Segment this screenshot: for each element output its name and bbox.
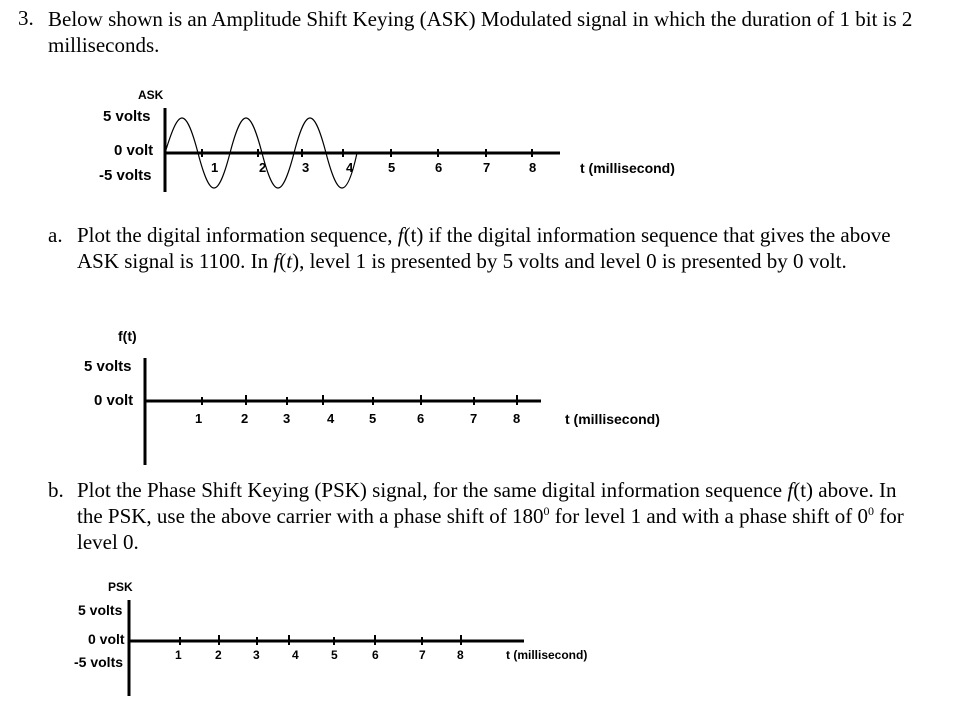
- psk-x-unit: t (millisecond): [506, 648, 588, 662]
- part-a-text: Plot the digital information sequence, f(t) if the digital information sequence that gives the above ASK signal is 1100. In f(t), level 1 is presented by 5 volts and level 0 is presented by 0 volt.: [77, 223, 891, 273]
- psk-tick-4: 4: [292, 648, 299, 662]
- ask-y-label-0v: 0 volt: [114, 142, 154, 159]
- ask-tick-1: 1: [211, 160, 219, 175]
- ft-tick-8: 8: [513, 411, 521, 426]
- ask-tick-7: 7: [483, 160, 491, 175]
- psk-tick-2: 2: [215, 648, 222, 662]
- ask-y-label-neg5v: -5 volts: [99, 167, 152, 184]
- ft-x-unit: t (millisecond): [565, 411, 660, 427]
- psk-tick-5: 5: [331, 648, 338, 662]
- ask-tick-2: 2: [259, 160, 267, 175]
- psk-y-label-5v: 5 volts: [78, 602, 123, 618]
- part-b-label: b.: [48, 478, 64, 502]
- part-b-text: Plot the Phase Shift Keying (PSK) signal, for the same digital information sequence f(t) above. In the PSK, use the above carrier with a phase shift of $180^0$ for level 1 and with a phase shift of $0^0$ for level 0.: [77, 478, 904, 554]
- ask-y-label-5v: 5 volts: [103, 108, 151, 125]
- ask-title: ASK: [138, 88, 164, 102]
- ask-tick-8: 8: [529, 160, 537, 175]
- ask-x-unit: t (millisecond): [580, 160, 675, 176]
- ft-tick-3: 3: [283, 411, 291, 426]
- question-text: Below shown is an Amplitude Shift Keying (ASK) Modulated signal in which the duration of 1 bit is 2 milliseconds.: [48, 7, 913, 57]
- psk-tick-6: 6: [372, 648, 379, 662]
- ft-tick-6: 6: [417, 411, 425, 426]
- ft-tick-2: 2: [241, 411, 249, 426]
- ft-title: f(t): [118, 328, 137, 344]
- ft-y-label-0v: 0 volt: [94, 392, 134, 409]
- question-number: 3.: [18, 6, 34, 30]
- ft-tick-1: 1: [195, 411, 203, 426]
- psk-title: PSK: [108, 580, 133, 594]
- psk-y-label-0v: 0 volt: [88, 631, 125, 647]
- psk-tick-7: 7: [419, 648, 426, 662]
- ft-tick-5: 5: [369, 411, 377, 426]
- psk-y-label-neg5v: -5 volts: [74, 654, 124, 670]
- ask-tick-6: 6: [435, 160, 443, 175]
- part-a-label: a.: [48, 223, 63, 247]
- psk-tick-3: 3: [253, 648, 260, 662]
- ft-y-label-5v: 5 volts: [84, 358, 132, 375]
- ask-tick-5: 5: [388, 160, 396, 175]
- psk-tick-1: 1: [175, 648, 182, 662]
- ft-tick-7: 7: [470, 411, 478, 426]
- ask-tick-3: 3: [302, 160, 310, 175]
- ft-tick-4: 4: [327, 411, 335, 426]
- psk-tick-8: 8: [457, 648, 464, 662]
- ask-tick-4: 4: [346, 160, 354, 175]
